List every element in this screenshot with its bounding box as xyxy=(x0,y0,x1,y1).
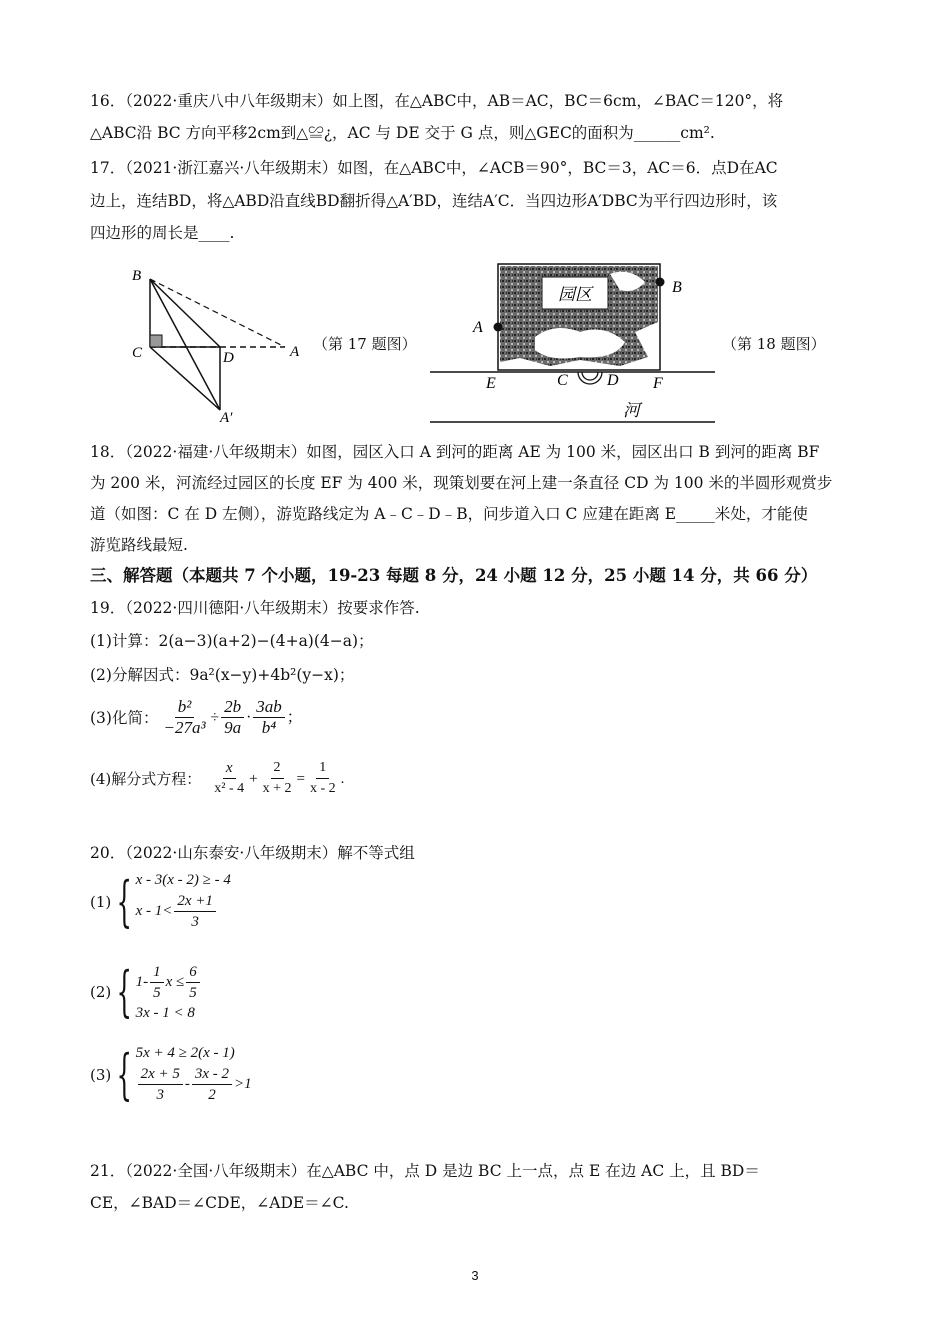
page-number: 3 xyxy=(471,1268,479,1283)
figure-18 xyxy=(430,262,720,427)
label-b: B xyxy=(132,268,142,284)
label-d: D xyxy=(223,350,234,366)
label-c: C xyxy=(557,372,568,389)
q19-part4-frac2: $\frac{2}{x + 2}$ xyxy=(262,760,292,796)
q19-part4-end: . xyxy=(340,770,345,787)
q19-part4-label: (4)解分式方程： xyxy=(90,769,202,788)
q19-part4-frac1: $\frac{x}{\text{x² - 4}}$ xyxy=(214,760,245,796)
q20-system2: (2) { 1- $\frac{1}{5}$ x ≤ $\frac{6}{5}$ 3x - 1 < 8 xyxy=(90,962,202,1022)
q18-line1: 18．（2022·福建·八年级期末）如图，园区入口 A 到河的距离 AE 为 100 米，园区出口 B 到河的距离 BF xyxy=(90,443,820,461)
q17-line2: 边上，连结BD，将△ABD沿直线BD翻折得△A′BD，连结A′C．当四边形A′DBC为平行四边形时，该 xyxy=(90,192,778,210)
q19-part1: (1)计算：2(a−3)(a+2)−(4+a)(4−a)； xyxy=(90,632,374,650)
q19-part3-end: ； xyxy=(286,708,303,726)
fig17-caption: （第 17 题图） xyxy=(313,335,417,353)
section-3-heading: 三、解答题（本题共 7 个小题，19-23 每题 8 分，24 小题 12 分，25 小题 14 分，共 66 分） xyxy=(90,566,818,585)
q20-system2-label: (2) xyxy=(90,983,112,1001)
q19-part3-label: (3)化简： xyxy=(90,708,159,727)
label-a: A xyxy=(473,319,483,336)
q19-title: 19．（2022·四川德阳·八年级期末）按要求作答. xyxy=(90,599,420,617)
q18-line3: 道（如图：C 在 D 左侧），游览路线定为 A﹣C﹣D﹣B，问步道入口 C 应建在距离 E_____米处，才能使 xyxy=(90,505,808,523)
park-label: 园区 xyxy=(558,285,592,304)
q19-part3 xyxy=(90,697,302,738)
q19-part2: (2)分解因式：9a²(x−y)+4b²(y−x)； xyxy=(90,666,355,684)
label-c: C xyxy=(132,345,143,361)
q19-part3-frac1: $\frac{\text{b²}}{\text{−27a³}}$ xyxy=(163,697,206,737)
q20-system3-row1: 5x + 4 ≥ 2(x - 1) xyxy=(135,1045,235,1061)
q16-line2: △ABC沿 BC 方向平移2cm到△≌¿，AC 与 DE 交于 G 点，则△GEC的面积为______cm². xyxy=(90,124,715,142)
q21-line2: CE，∠BAD＝∠CDE，∠ADE＝∠C. xyxy=(90,1194,349,1212)
q20-system1: (1) { x - 3(x - 2) ≥ - 4 x - 1< $\frac{2x +1}{3}$ xyxy=(90,870,231,933)
q19-part3-op1: ÷ xyxy=(210,708,220,726)
q20-system1-row1: x - 3(x - 2) ≥ - 4 xyxy=(135,872,231,888)
q20-title: 20．（2022·山东泰安·八年级期末）解不等式组 xyxy=(90,844,415,862)
q20-system1-label: (1) xyxy=(90,893,112,911)
label-b: B xyxy=(672,279,682,296)
q17-line3: 四边形的周长是____. xyxy=(90,224,235,242)
label-e: E xyxy=(486,375,496,392)
q20-system2-row1: 1- $\frac{1}{5}$ x ≤ $\frac{6}{5}$ xyxy=(136,962,202,1003)
fig18-caption: （第 18 题图） xyxy=(722,335,826,353)
q19-part3-frac3: $\frac{3ab}{\text{b⁴}}$ xyxy=(253,697,285,738)
q19-part4-op1: + xyxy=(249,770,258,787)
q20-system3: (3) { 5x + 4 ≥ 2(x - 1) $\frac{2x + 5}{3}$ - $\frac{3x - 2}{2}$ >1 xyxy=(90,1043,252,1106)
q19-part3-frac2: $\frac{2b}{9a}$ xyxy=(221,697,244,738)
q20-system2-row2: 3x - 1 < 8 xyxy=(135,1005,195,1021)
q20-system1-row2: x - 1< $\frac{2x +1}{3}$ xyxy=(136,891,231,932)
q19-part4-frac3: $\frac{1}{x - 2}$ xyxy=(309,760,336,796)
q18-line4: 游览路线最短. xyxy=(90,536,188,554)
label-f: F xyxy=(653,375,663,392)
q17-line1: 17．（2021·浙江嘉兴·八年级期末）如图，在△ABC中，∠ACB＝90°，BC＝3，AC＝6．点D在AC xyxy=(90,159,778,177)
q20-system3-label: (3) xyxy=(90,1066,112,1084)
figure-17 xyxy=(125,262,315,422)
label-d: D xyxy=(607,372,619,389)
q21-line1: 21．（2022·全国·八年级期末）在△ABC 中，点 D 是边 BC 上一点，点 E 在边 AC 上，且 BD＝ xyxy=(90,1162,760,1180)
q20-system3-row2: $\frac{2x + 5}{3}$ - $\frac{3x - 2}{2}$ >1 xyxy=(136,1064,252,1105)
q16-line1: 16．（2022·重庆八中八年级期末）如上图，在△ABC中，AB＝AC，BC＝6cm，∠BAC＝120°，将 xyxy=(90,92,784,110)
river-label: 河 xyxy=(623,401,640,420)
q18-line2: 为 200 米，河流经过园区的长度 EF 为 400 米，现策划要在河上建一条直径 CD 为 100 米的半圆形观赏步 xyxy=(90,474,833,492)
label-a-prime: A′ xyxy=(220,410,233,422)
q19-part3-op2: · xyxy=(246,708,252,726)
q19-part4 xyxy=(90,758,344,799)
label-a: A xyxy=(290,344,300,360)
q19-part4-op2: = xyxy=(296,770,305,787)
